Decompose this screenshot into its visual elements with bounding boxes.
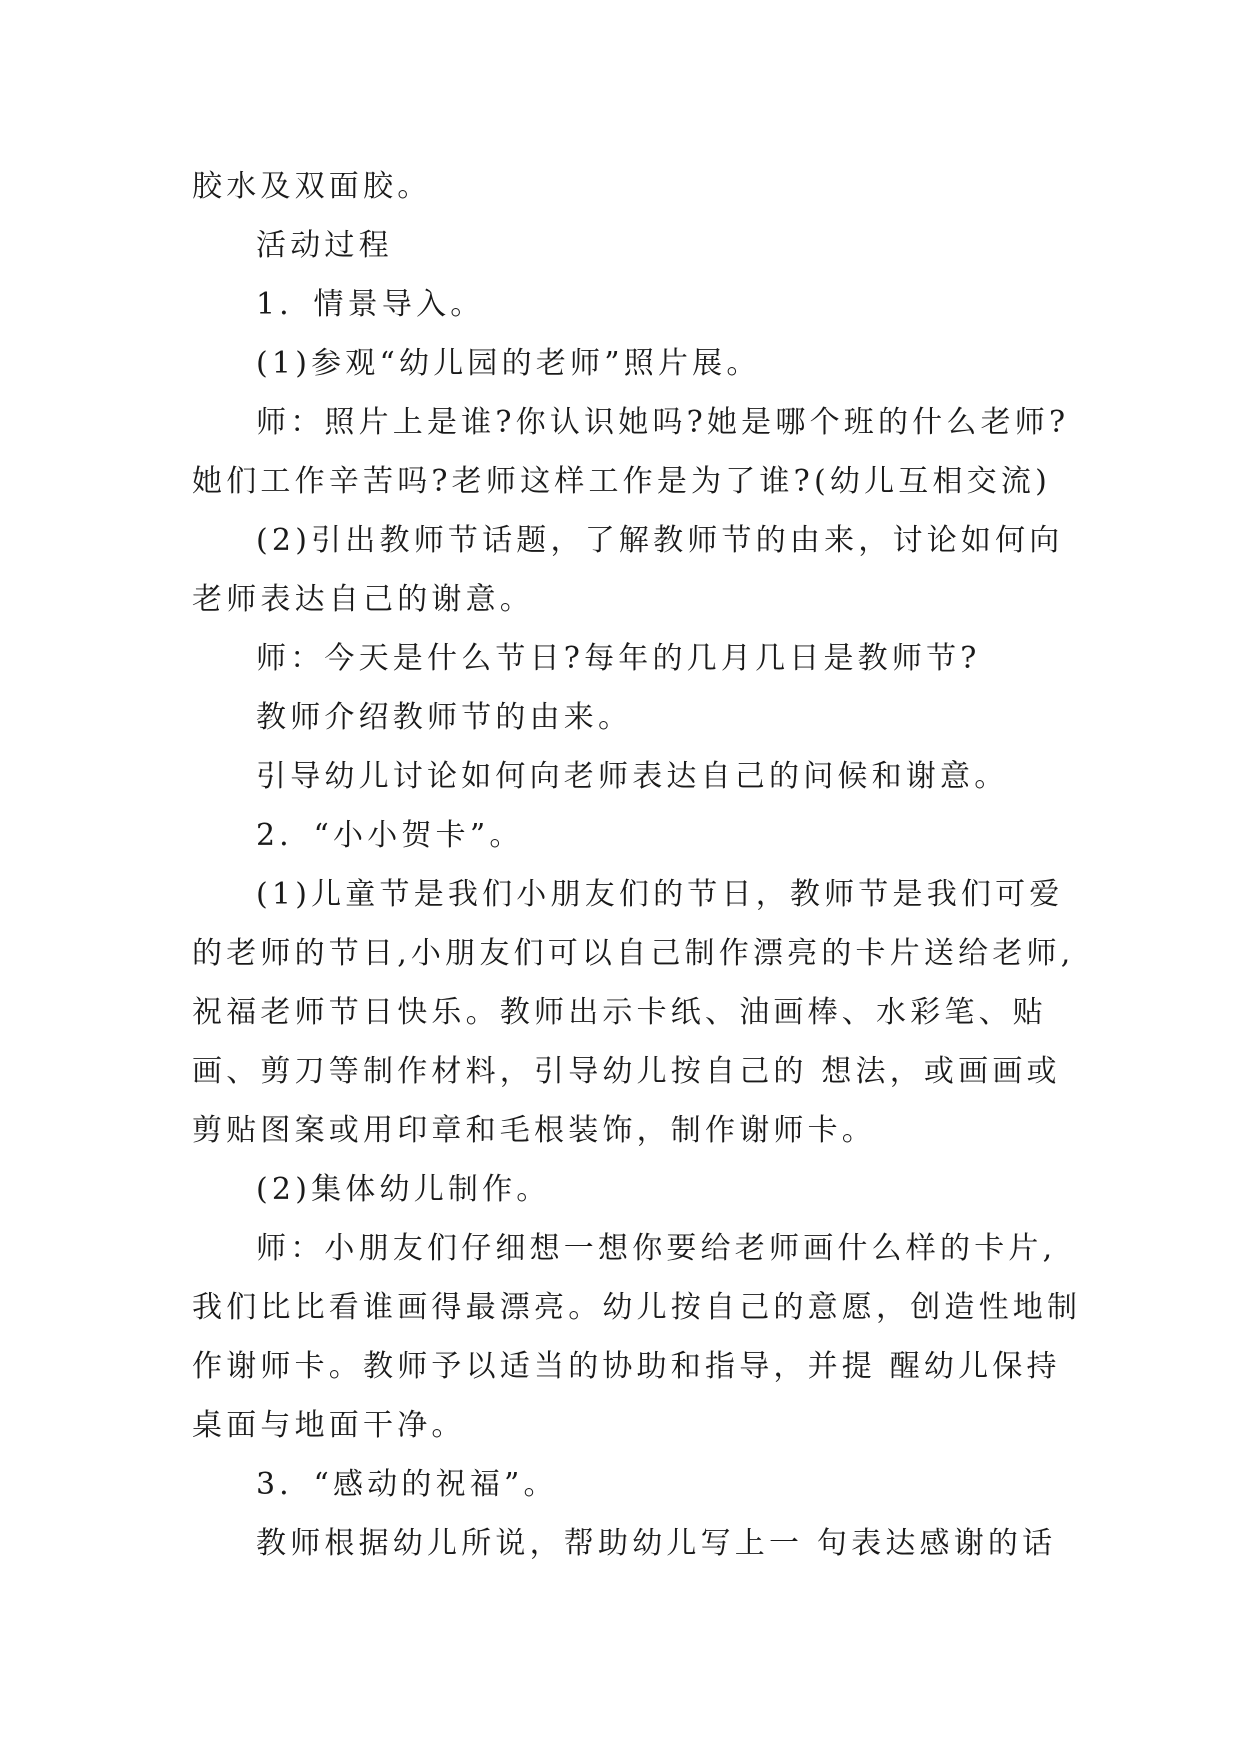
text-line: (1)参观“幼儿园的老师”照片展。 [256,346,761,381]
text-line: 桌面与地面干净。 [192,1408,466,1443]
text-line: 教师介绍教师节的由来。 [256,700,633,735]
text-line: 作谢师卡。教师予以适当的协助和指导，并提 醒幼儿保持 [192,1349,1061,1384]
step-heading: 3．“感动的祝福”。 [256,1467,558,1502]
text-line: 她们工作辛苦吗?老师这样工作是为了谁?(幼儿互相交流) [192,464,1051,499]
text-line: 我们比比看谁画得最漂亮。幼儿按自己的意愿，创造性地制 [192,1290,1082,1325]
text-line: (2)引出教师节话题，了解教师节的由来，讨论如何向 [256,523,1064,558]
text-line: 祝福老师节日快乐。教师出示卡纸、油画棒、水彩笔、贴 [192,995,1047,1030]
text-line: 画、剪刀等制作材料，引导幼儿按自己的 想法，或画画或 [192,1054,1061,1089]
text-line: 师：小朋友们仔细想一想你要给老师画什么样的卡片, [256,1231,1057,1266]
section-heading: 活动过程 [256,228,393,263]
step-heading: 1．情景导入。 [256,287,485,322]
text-line: (1)儿童节是我们小朋友们的节日，教师节是我们可爱 [256,877,1064,912]
text-line: 老师表达自己的谢意。 [192,582,534,617]
text-line: 师：照片上是谁?你认识她吗?她是哪个班的什么老师? [256,405,1070,440]
text-line: 的老师的节日,小朋友们可以自己制作漂亮的卡片送给老师, [192,936,1075,971]
text-line: 师：今天是什么节日?每年的几月几日是教师节? [256,641,981,676]
text-line: 胶水及双面胶。 [192,169,432,204]
text-line: (2)集体幼儿制作。 [256,1172,551,1207]
text-line: 教师根据幼儿所说，帮助幼儿写上一 句表达感谢的话 [256,1526,1057,1561]
step-heading: 2．“小小贺卡”。 [256,818,524,853]
text-line: 剪贴图案或用印章和毛根装饰，制作谢师卡。 [192,1113,876,1148]
text-line: 引导幼儿讨论如何向老师表达自己的问候和谢意。 [256,759,1009,794]
